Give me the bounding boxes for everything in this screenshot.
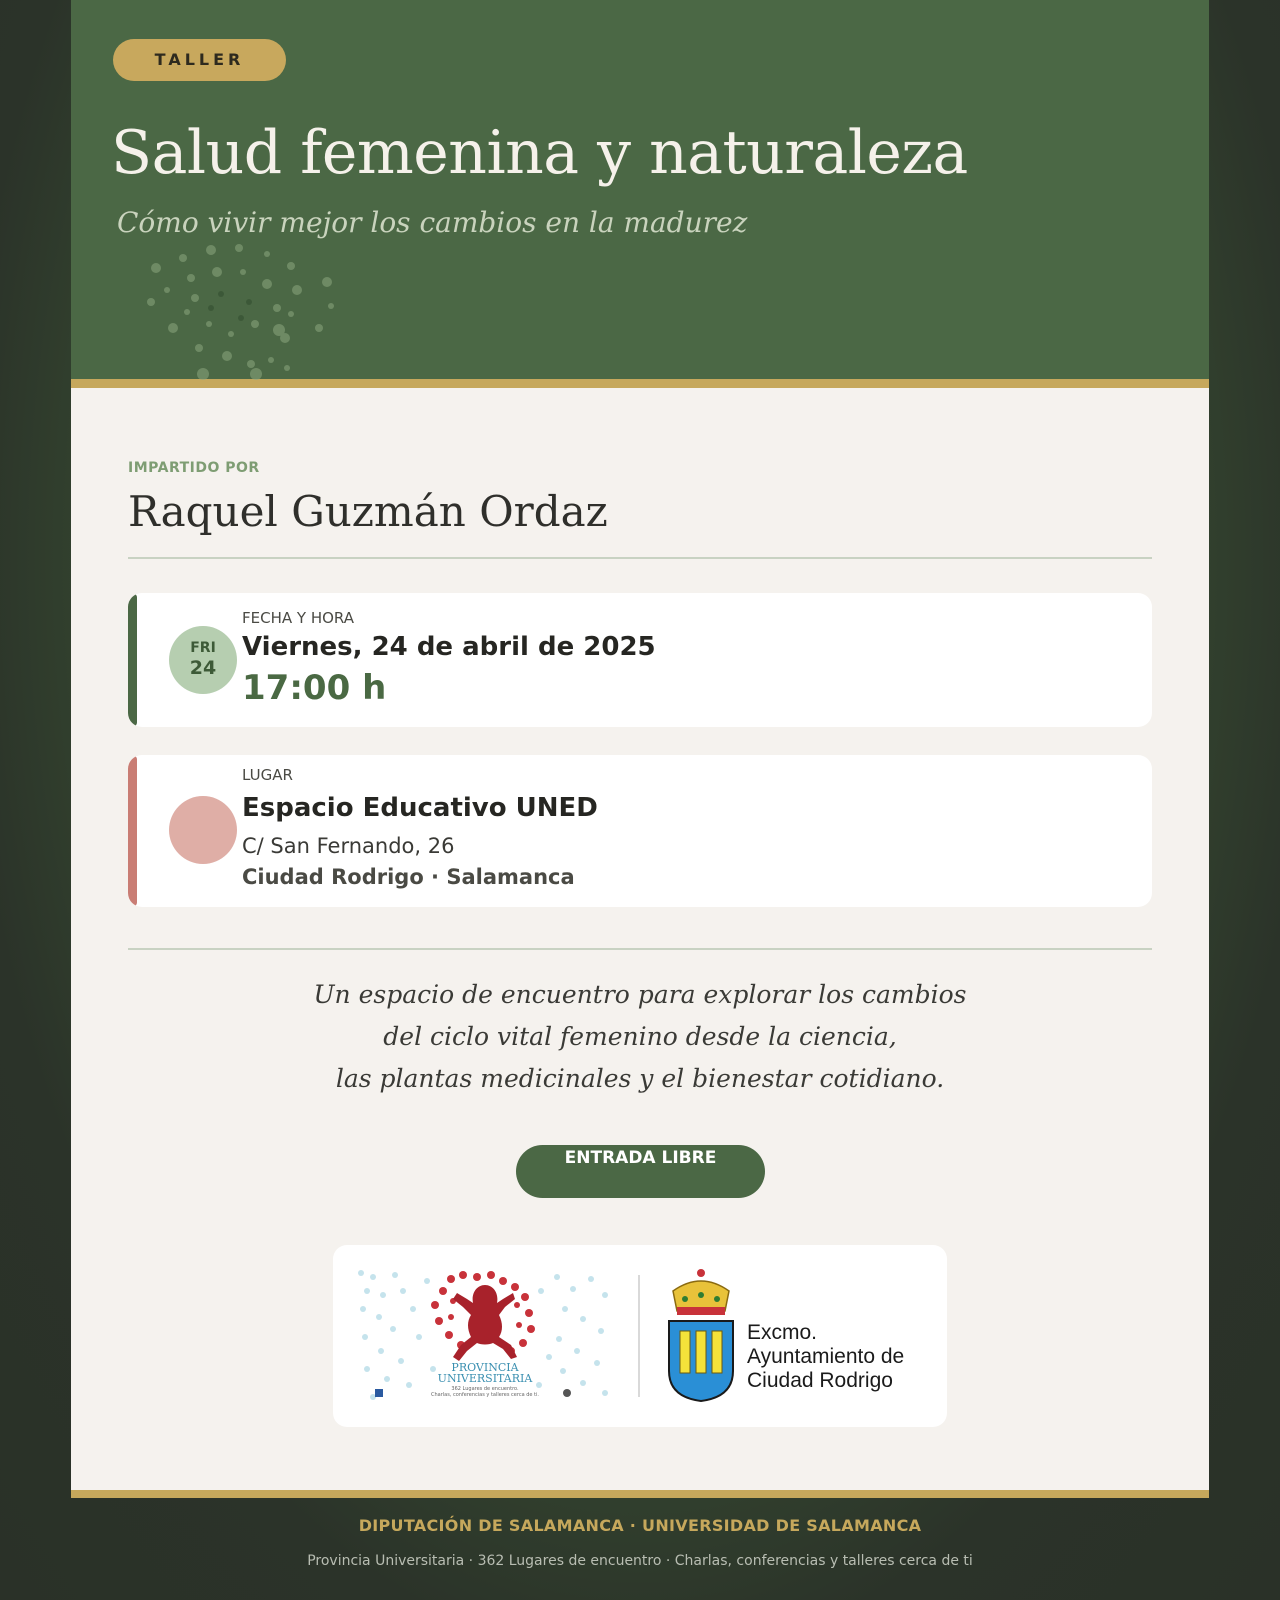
description-line: Un espacio de encuentro para explorar los cambios (313, 980, 967, 1009)
event-subtitle: Cómo vivir mejor los cambios en la madurez (117, 206, 748, 239)
decorative-dots-icon (91, 232, 341, 382)
poster-page (71, 0, 1209, 1498)
divider (128, 948, 1152, 950)
logo-divider (638, 1275, 640, 1397)
ayto-line: Ciudad Rodrigo (747, 1369, 893, 1392)
footer-tagline: Provincia Universitaria · 362 Lugares de encuentro · Charlas, conferencias y talleres cerca de ti (307, 1553, 973, 1569)
speaker-name: Raquel Guzmán Ordaz (128, 487, 608, 536)
event-description (71, 974, 1209, 1100)
ciudad-rodrigo-coat-of-arms-icon (663, 1267, 739, 1403)
ayto-line: Ayuntamiento de (747, 1345, 905, 1368)
footer-rule (71, 1490, 1209, 1498)
provincia-title-1: PROVINCIA (451, 1361, 519, 1374)
ayto-line: Excmo. (747, 1321, 818, 1344)
event-time: 17:00 h (242, 668, 387, 708)
free-entry-badge: ENTRADA LIBRE (516, 1145, 765, 1198)
date-accent-bar (128, 593, 137, 727)
venue-street: C/ San Fernando, 26 (242, 834, 455, 858)
ayuntamiento-name (747, 1321, 904, 1393)
day-abbreviation: FRI (190, 640, 216, 656)
location-accent-bar (128, 755, 137, 907)
day-number: 24 (189, 657, 217, 679)
description-line: del ciclo vital femenino desde la ciencia, (383, 1022, 897, 1051)
provincia-sub-1: 362 Lugares de encuentro. (451, 1386, 519, 1392)
provincia-universitaria-logo (353, 1265, 617, 1407)
event-title: Salud femenina y naturaleza (111, 118, 968, 188)
sponsor-logos (333, 1245, 947, 1427)
calendar-day-icon (169, 626, 237, 694)
description-line: las plantas medicinales y el bienestar cotidiano. (335, 1064, 945, 1093)
provincia-title-2: UNIVERSITARIA (437, 1372, 533, 1385)
date-time-label: FECHA Y HORA (242, 609, 354, 627)
event-type-badge: TALLER (113, 39, 286, 81)
footer-organizers: DIPUTACIÓN DE SALAMANCA · UNIVERSIDAD DE SALAMANCA (358, 1516, 922, 1535)
event-date: Viernes, 24 de abril de 2025 (242, 632, 656, 662)
location-pin-icon (169, 796, 237, 864)
speaker-label: IMPARTIDO POR (128, 460, 260, 476)
location-label: LUGAR (242, 766, 293, 784)
hero-header (71, 0, 1209, 388)
divider (128, 557, 1152, 559)
provincia-sub-2: Charlas, conferencias y talleres cerca de ti. (430, 1392, 540, 1398)
venue-city: Ciudad Rodrigo · Salamanca (242, 865, 575, 889)
venue-name: Espacio Educativo UNED (242, 793, 598, 823)
